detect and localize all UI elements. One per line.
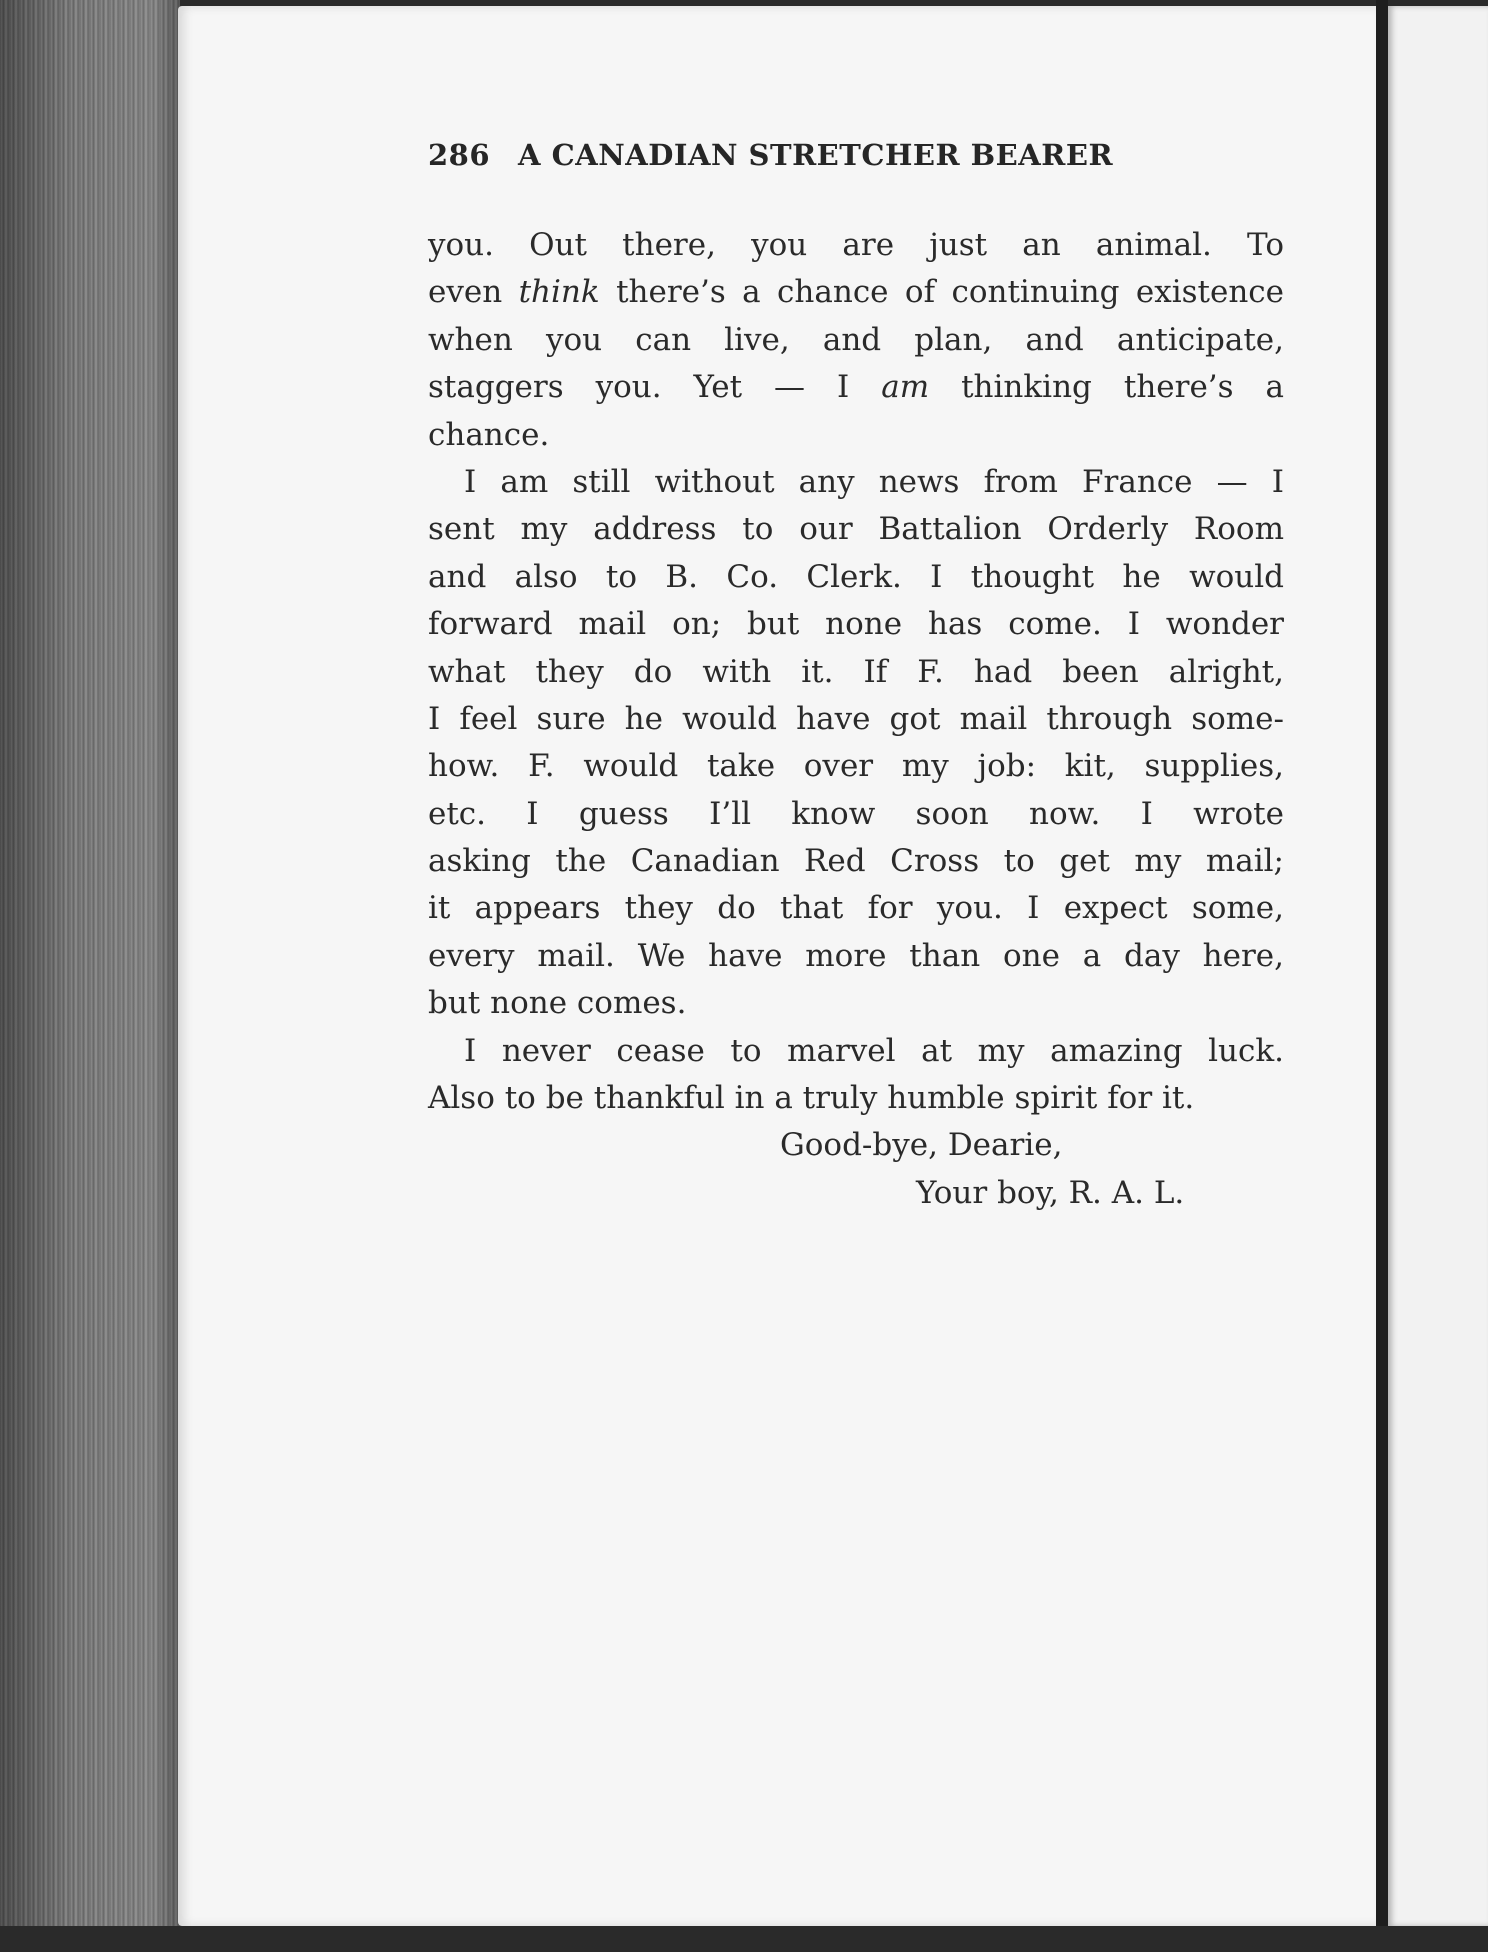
text-line: even think there’s a chance of continuing existence	[428, 274, 1284, 311]
running-head	[428, 138, 1288, 172]
closing-salutation: Good-bye, Dearie,	[780, 1127, 1063, 1164]
text-line: I never cease to marvel at my amazing luck.	[464, 1032, 1284, 1069]
text-line: Also to be thankful in a truly humble spirit for it.	[428, 1080, 1195, 1117]
text-line: and also to B. Co. Clerk. I thought he would	[428, 558, 1284, 595]
book-title: A CANADIAN STRETCHER BEARER	[518, 138, 1114, 172]
text-line: it appears they do that for you. I expect some,	[428, 890, 1284, 927]
text-line: chance.	[428, 416, 550, 453]
body-text	[428, 222, 1284, 1217]
text-line: asking the Canadian Red Cross to get my mail;	[428, 843, 1284, 880]
page-number: 286	[428, 138, 491, 172]
closing-signature: Your boy, R. A. L.	[916, 1174, 1185, 1211]
text-line: I feel sure he would have got mail through some-	[428, 700, 1284, 737]
page-edges	[0, 0, 180, 1952]
text-line: I am still without any news from France — I	[464, 463, 1284, 500]
facing-page-edge	[1388, 6, 1488, 1926]
text-line: you. Out there, you are just an animal. To	[428, 227, 1284, 263]
text-line: forward mail on; but none has come. I wonder	[428, 606, 1284, 643]
text-line: staggers you. Yet — I am thinking there’s a	[428, 369, 1284, 406]
bottom-edge	[0, 1926, 1488, 1952]
text-line: how. F. would take over my job: kit, supplies,	[428, 748, 1284, 785]
text-line: every mail. We have more than one a day here,	[428, 937, 1284, 974]
text-line: etc. I guess I’ll know soon now. I wrote	[428, 795, 1284, 832]
text-line: sent my address to our Battalion Orderly Room	[428, 511, 1284, 548]
emphasis: am	[881, 369, 930, 406]
text-line: when you can live, and plan, and anticipate,	[428, 321, 1284, 358]
text-line: but none comes.	[428, 985, 687, 1022]
book-gutter	[1376, 0, 1388, 1952]
emphasis: think	[518, 274, 600, 311]
text-line: what they do with it. If F. had been alright,	[428, 653, 1284, 690]
